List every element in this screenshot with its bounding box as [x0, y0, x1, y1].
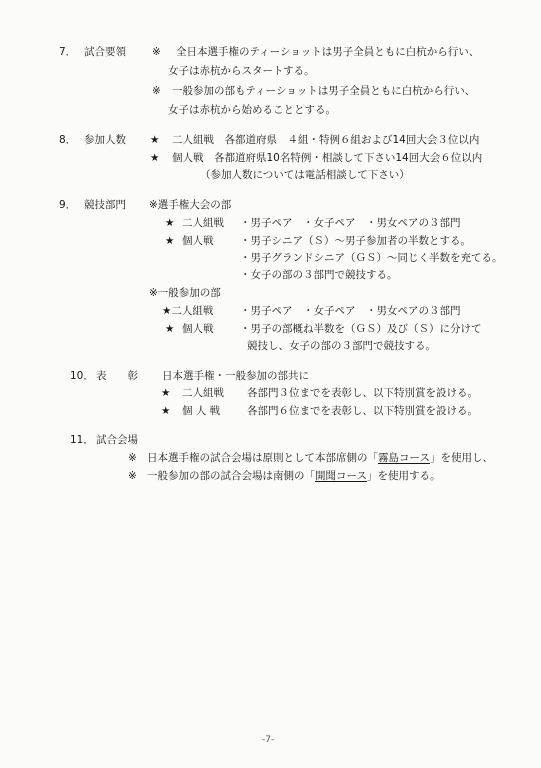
section-7-line-4: 女子は赤杭から始めることとする。 — [168, 104, 336, 116]
section-8-heading: 参加人数 — [84, 134, 126, 146]
section-7-line-3: 一般参加の部もティーショットは男子全員ともに白杭から行い、 — [172, 85, 476, 97]
page-number: -7- — [262, 735, 275, 745]
note-mark: ※ — [128, 470, 137, 482]
section-7-heading: 試合要領 — [84, 46, 126, 58]
note-mark: ※ — [128, 452, 137, 464]
individual-event-value-1: ・男子シニア（Ｓ）～男子参加者の半数とする。 — [240, 235, 471, 247]
section-8-line-3: （参加人数については電話相談して下さい） — [200, 169, 410, 181]
individual-event-value-2: ・男子グランドシニア（ＧＳ）～同じく半数を充てる。 — [240, 252, 503, 264]
section-10-heading: 表 彰 — [96, 370, 138, 382]
subheading-general: ※一般参加の部 — [149, 287, 221, 299]
star-icon: ★ — [165, 323, 175, 335]
venue-text: 」を使用する。 — [366, 470, 441, 482]
individual-event-label: 個人戦 — [182, 235, 214, 247]
section-7-line-2: 女子は赤杭からスタートする。 — [168, 65, 315, 77]
pair-event-value: ・男子ペア ・女子ペア ・男女ペアの３部門 — [240, 217, 461, 229]
section-11-heading: 試合会場 — [96, 434, 138, 446]
individual-event-value-3: ・女子の部の３部門で競技する。 — [240, 269, 398, 281]
section-7-line-1: 全日本選手権のティーショットは男子全員ともに白杭から行い、 — [176, 46, 480, 58]
star-icon: ★ — [165, 217, 175, 229]
award-pair-label: 二人組戦 — [182, 387, 224, 399]
pair-event-label: 二人組戦 — [182, 217, 224, 229]
note-mark: ※ — [152, 85, 161, 97]
star-icon: ★ — [165, 235, 175, 247]
general-individual-event-value-2: 競技し、女子の部の３部門で競技する。 — [247, 340, 436, 352]
star-icon: ★ — [150, 134, 160, 146]
section-8-line-2: 個人戦 各都道府県10名特例・相談して下さい14回大会６位以内 — [172, 152, 483, 164]
award-individual-label: 個 人 戦 — [182, 405, 221, 417]
kaimon-course: 開聞コース — [315, 470, 367, 482]
general-pair-event-label: ★二人組戦 — [162, 305, 214, 317]
general-individual-event-label: 個人戦 — [182, 323, 214, 335]
star-icon: ★ — [161, 387, 171, 399]
general-individual-event-value-1: ・男子の部概ね半数を（ＧＳ）及び（Ｓ）に分けて — [240, 323, 482, 335]
subheading-championship: ※選手権大会の部 — [149, 199, 232, 211]
section-11-number: 11． — [70, 434, 94, 446]
section-9-number: 9． — [59, 199, 77, 211]
venue-text: 日本選手権の試合会場は原則として本部席側の「 — [147, 452, 378, 464]
section-8-line-1: 二人組戦 各都道府県 ４組・特例６組および14回大会３位以内 — [172, 134, 480, 146]
kirishima-course: 霧島コース — [378, 452, 430, 464]
general-pair-event-value: ・男子ペア ・女子ペア ・男女ペアの３部門 — [240, 305, 461, 317]
section-9-heading: 競技部門 — [84, 199, 126, 211]
section-10-number: 10． — [70, 370, 94, 382]
section-8-number: 8． — [59, 134, 77, 146]
venue-text: 一般参加の部の試合会場は南側の「 — [147, 470, 315, 482]
award-pair-value: 各部門３位までを表彰し、以下特別賞を設ける。 — [247, 387, 478, 399]
section-11-line-1 — [147, 451, 493, 465]
note-mark: ※ — [152, 46, 161, 58]
section-11-line-2 — [147, 469, 440, 483]
award-individual-value: 各部門６位までを表彰し、以下特別賞を設ける。 — [247, 405, 478, 417]
venue-text: 」を使用し、 — [429, 452, 493, 464]
section-7-number: 7． — [59, 46, 77, 58]
section-10-intro: 日本選手権・一般参加の部共に — [162, 370, 309, 382]
star-icon: ★ — [161, 405, 171, 417]
star-icon: ★ — [150, 152, 160, 164]
